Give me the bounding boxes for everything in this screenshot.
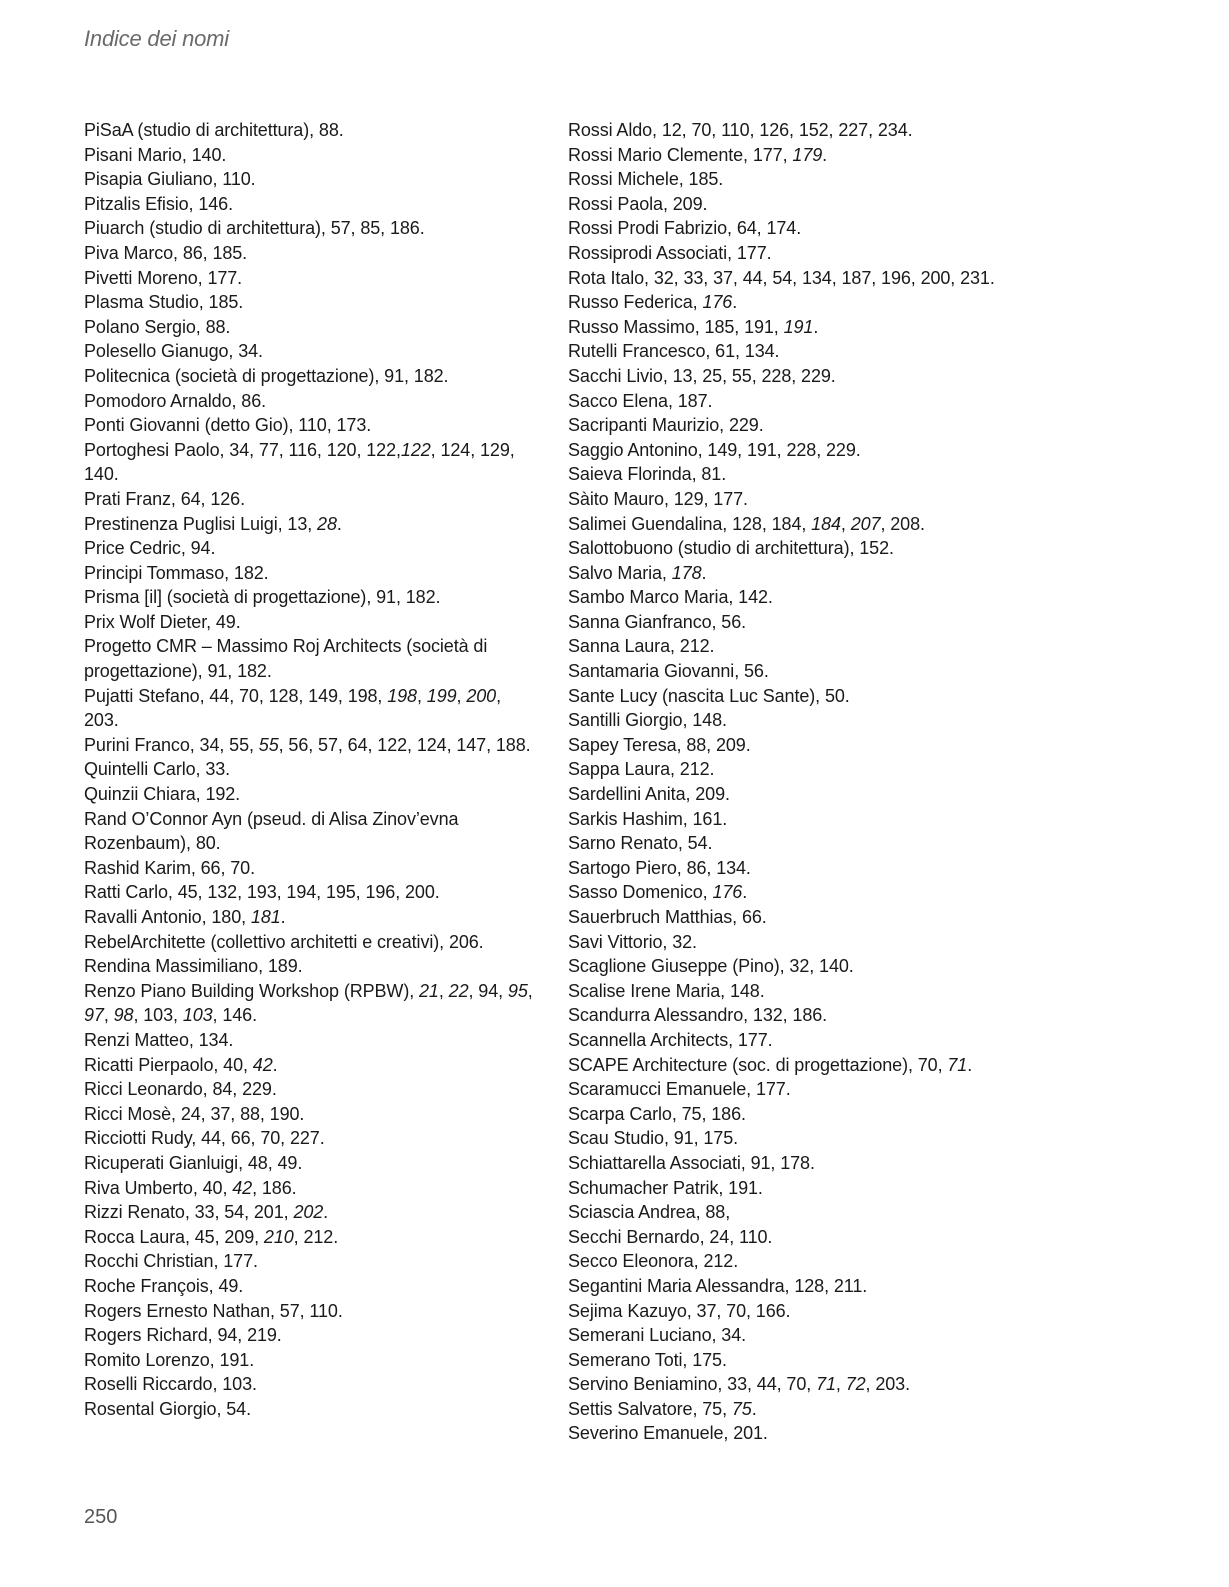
index-entry — [84, 487, 534, 512]
entry-text: , — [416, 685, 427, 706]
index-entry — [568, 1200, 1028, 1225]
index-entry — [84, 610, 534, 635]
entry-text: . — [272, 1054, 278, 1075]
entry-text: , 186. — [252, 1177, 297, 1198]
entry-text: Sarno Renato, 54. — [568, 833, 713, 854]
entry-text: Scarpa Carlo, 75, 186. — [568, 1103, 746, 1124]
entry-text: Piuarch (studio di architettura), 57, 85, 186. — [84, 218, 425, 239]
index-entry — [84, 634, 534, 683]
entry-text: Rizzi Renato, 33, 54, 201, — [84, 1202, 294, 1223]
illustration-page-ref: 95 — [507, 980, 528, 1001]
index-entry — [84, 143, 534, 168]
entry-text: SCAPE Architecture (soc. di progettazione), 70, — [568, 1054, 948, 1075]
entry-text: Russo Massimo, 185, 191, — [568, 316, 784, 337]
index-entry — [568, 1151, 1028, 1176]
entry-text: Prati Franz, 64, 126. — [84, 488, 245, 509]
index-entry — [568, 487, 1028, 512]
entry-text: Sante Lucy (nascita Luc Sante), 50. — [568, 685, 850, 706]
index-entry — [568, 512, 1028, 537]
entry-text: Rocchi Christian, 177. — [84, 1251, 258, 1272]
index-entry — [84, 438, 534, 487]
entry-text: Sarkis Hashim, 161. — [568, 808, 728, 829]
index-entry — [568, 241, 1028, 266]
entry-text: , 56, 57, 64, 122, 124, 147, 188. — [278, 734, 531, 755]
entry-text: Sartogo Piero, 86, 134. — [568, 857, 751, 878]
illustration-page-ref: 71 — [816, 1374, 836, 1395]
entry-text: . — [701, 562, 707, 583]
index-entry — [568, 634, 1028, 659]
index-entry — [84, 1053, 534, 1078]
entry-text: Sappa Laura, 212. — [568, 759, 715, 780]
index-entry — [568, 1372, 1028, 1397]
index-entry — [84, 1299, 534, 1324]
entry-text: , — [835, 1374, 846, 1395]
entry-text: , 124, 129, 140. — [84, 439, 515, 485]
entry-text: Sanna Gianfranco, 56. — [568, 611, 747, 632]
illustration-page-ref: 176 — [702, 292, 733, 313]
entry-text: Pujatti Stefano, 44, 70, 128, 149, 198, — [84, 685, 388, 706]
entry-text: , 208. — [880, 513, 925, 534]
entry-text: . — [323, 1202, 329, 1223]
entry-text: Portoghesi Paolo, 34, 77, 116, 120, 122, — [84, 439, 401, 460]
index-entry — [568, 610, 1028, 635]
entry-text: Riva Umberto, 40, — [84, 1177, 233, 1198]
index-entry — [84, 880, 534, 905]
entry-text: . — [813, 316, 819, 337]
entry-text: , 212. — [293, 1226, 339, 1247]
entry-text: Sacripanti Maurizio, 229. — [568, 415, 764, 436]
index-entry — [84, 585, 534, 610]
entry-text: Secco Eleonora, 212. — [568, 1251, 739, 1272]
index-entry — [568, 1077, 1028, 1102]
index-entry — [568, 1249, 1028, 1274]
index-entry — [568, 1225, 1028, 1250]
entry-text: Rossi Michele, 185. — [568, 169, 724, 190]
entry-text: Scannella Architects, 177. — [568, 1029, 773, 1050]
entry-text: Semerano Toti, 175. — [568, 1349, 727, 1370]
index-entry — [84, 118, 534, 143]
index-entry — [568, 364, 1028, 389]
entry-text: Rossi Prodi Fabrizio, 64, 174. — [568, 218, 802, 239]
entry-text: Scandurra Alessandro, 132, 186. — [568, 1005, 828, 1026]
index-entry — [568, 1323, 1028, 1348]
entry-text: Sacco Elena, 187. — [568, 390, 713, 411]
entry-text: Sauerbruch Matthias, 66. — [568, 907, 767, 927]
index-entry — [568, 1003, 1028, 1028]
entry-text: Settis Salvatore, 75, — [568, 1398, 732, 1419]
entry-text: . — [336, 513, 342, 534]
entry-text: Rossiprodi Associati, 177. — [568, 242, 772, 263]
entry-text: Pisani Mario, 140. — [84, 144, 227, 165]
illustration-page-ref: 42 — [252, 1054, 273, 1075]
index-entry — [84, 192, 534, 217]
illustration-page-ref: 97 — [84, 1005, 104, 1026]
index-entry — [568, 807, 1028, 832]
entry-text: Severino Emanuele, 201. — [568, 1423, 768, 1444]
index-entry — [84, 979, 534, 1028]
index-entry — [84, 1274, 534, 1299]
entry-text: Politecnica (società di progettazione), 91, 182. — [84, 365, 449, 386]
index-entry — [84, 389, 534, 414]
entry-text: Renzi Matteo, 134. — [84, 1029, 234, 1050]
entry-text: Prisma [il] (società di progettazione), 91, 182. — [84, 587, 441, 608]
illustration-page-ref: 198 — [387, 685, 417, 706]
entry-text: Schiattarella Associati, 91, 178. — [568, 1152, 815, 1173]
entry-text: Ponti Giovanni (detto Gio), 110, 173. — [84, 415, 372, 436]
index-entry — [84, 315, 534, 340]
entry-text: Ravalli Antonio, 180, — [84, 907, 251, 927]
index-entry — [84, 512, 534, 537]
illustration-page-ref: 179 — [792, 144, 823, 165]
entry-text: Sambo Marco Maria, 142. — [568, 587, 773, 608]
index-entry — [568, 733, 1028, 758]
entry-text: Salimei Guendalina, 128, 184, — [568, 513, 812, 534]
index-entry — [568, 1028, 1028, 1053]
entry-text: Rossi Paola, 209. — [568, 193, 708, 214]
index-entry — [84, 1323, 534, 1348]
running-head: Indice dei nomi — [84, 26, 229, 51]
index-entry — [84, 1225, 534, 1250]
index-entry — [568, 1274, 1028, 1299]
entry-text: . — [751, 1398, 757, 1419]
illustration-page-ref: 28 — [317, 513, 337, 534]
entry-text: Piva Marco, 86, 185. — [84, 242, 248, 263]
entry-text: Semerani Luciano, 34. — [568, 1325, 747, 1346]
entry-text: Romito Lorenzo, 191. — [84, 1349, 255, 1370]
index-entry — [84, 954, 534, 979]
index-entry — [84, 757, 534, 782]
entry-text: Ratti Carlo, 45, 132, 193, 194, 195, 196, 200. — [84, 882, 440, 903]
entry-text: Quintelli Carlo, 33. — [84, 759, 231, 780]
entry-text: Ricci Leonardo, 84, 229. — [84, 1079, 277, 1100]
index-entry — [568, 1053, 1028, 1078]
index-entry — [568, 782, 1028, 807]
entry-text: Pomodoro Arnaldo, 86. — [84, 390, 267, 411]
entry-text: Roselli Riccardo, 103. — [84, 1374, 257, 1395]
index-entry — [84, 413, 534, 438]
entry-text: , — [103, 1005, 114, 1026]
entry-text: Ricciotti Rudy, 44, 66, 70, 227. — [84, 1128, 325, 1149]
index-entry — [568, 192, 1028, 217]
entry-text: Rand O’Connor Ayn (pseud. di Alisa Zinov’evna Rozenbaum), 80. — [84, 808, 459, 854]
entry-text: Sasso Domenico, — [568, 882, 713, 903]
entry-text: Saieva Florinda, 81. — [568, 464, 727, 485]
entry-text: Rogers Ernesto Nathan, 57, 110. — [84, 1300, 343, 1321]
illustration-page-ref: 71 — [947, 1054, 968, 1075]
entry-text: Schumacher Patrik, 191. — [568, 1177, 763, 1198]
illustration-page-ref: 98 — [113, 1005, 134, 1026]
index-entry — [84, 1028, 534, 1053]
index-entry — [568, 290, 1028, 315]
entry-text: Rossi Mario Clemente, 177, — [568, 144, 793, 165]
index-entry — [568, 216, 1028, 241]
entry-text: Progetto CMR – Massimo Roj Architects (società di progettazione), 91, 182. — [84, 636, 488, 682]
entry-text: . — [742, 882, 748, 903]
index-entry — [84, 1372, 534, 1397]
index-entry — [84, 339, 534, 364]
index-entry — [568, 905, 1028, 930]
entry-text: Rutelli Francesco, 61, 134. — [568, 341, 780, 362]
entry-text: Rashid Karim, 66, 70. — [84, 857, 255, 878]
entry-text: Roche François, 49. — [84, 1275, 244, 1296]
entry-text: Russo Federica, — [568, 292, 703, 313]
entry-text: Sapey Teresa, 88, 209. — [568, 734, 751, 755]
index-entry — [568, 880, 1028, 905]
index-entry — [568, 561, 1028, 586]
entry-text: Salvo Maria, — [568, 562, 672, 583]
illustration-page-ref: 176 — [712, 882, 743, 903]
index-entry — [84, 364, 534, 389]
entry-text: Rogers Richard, 94, 219. — [84, 1325, 282, 1346]
entry-text: . — [280, 907, 286, 927]
entry-text: , 203. — [865, 1374, 910, 1395]
entry-text: Secchi Bernardo, 24, 110. — [568, 1226, 773, 1247]
index-entry — [568, 1348, 1028, 1373]
page-number: 250 — [84, 1506, 118, 1528]
index-entry — [84, 856, 534, 881]
entry-text: Pitzalis Efisio, 146. — [84, 193, 233, 214]
entry-text: Scaramucci Emanuele, 177. — [568, 1079, 791, 1100]
index-entry — [84, 561, 534, 586]
index-entry — [84, 167, 534, 192]
entry-text: , 203. — [84, 685, 501, 731]
entry-text: Pisapia Giuliano, 110. — [84, 169, 256, 190]
entry-text: Plasma Studio, 185. — [84, 292, 244, 313]
index-entry — [568, 930, 1028, 955]
entry-text: RebelArchitette (collettivo architetti e creativi), 206. — [84, 931, 484, 952]
illustration-page-ref: 122 — [400, 439, 431, 460]
illustration-page-ref: 199 — [426, 685, 457, 706]
index-entry — [84, 1176, 534, 1201]
index-entry — [568, 389, 1028, 414]
index-entry — [84, 1249, 534, 1274]
index-entry — [84, 290, 534, 315]
entry-text: Scalise Irene Maria, 148. — [568, 980, 765, 1001]
index-entry — [568, 1421, 1028, 1446]
index-entry — [568, 1299, 1028, 1324]
index-entry — [568, 1397, 1028, 1422]
index-column-right — [568, 118, 1028, 1446]
entry-text: Price Cedric, 94. — [84, 538, 216, 559]
entry-text: . — [732, 292, 738, 313]
index-entry — [568, 954, 1028, 979]
index-entry — [568, 684, 1028, 709]
illustration-page-ref: 72 — [845, 1374, 866, 1395]
entry-text: Santilli Giorgio, 148. — [568, 710, 727, 731]
entry-text: PiSaA (studio di architettura), 88. — [84, 120, 344, 140]
illustration-page-ref: 55 — [258, 734, 279, 755]
entry-text: Sanna Laura, 212. — [568, 636, 715, 657]
illustration-page-ref: 103 — [182, 1005, 213, 1026]
index-entry — [568, 979, 1028, 1004]
illustration-page-ref: 184 — [811, 513, 841, 534]
index-entry — [84, 536, 534, 561]
entry-text: Segantini Maria Alessandra, 128, 211. — [568, 1275, 868, 1296]
entry-text: , — [527, 980, 533, 1001]
illustration-page-ref: 178 — [671, 562, 702, 583]
index-entry — [568, 536, 1028, 561]
index-entry — [568, 1126, 1028, 1151]
index-entry — [84, 930, 534, 955]
entry-text: Purini Franco, 34, 55, — [84, 734, 259, 755]
index-entry — [568, 831, 1028, 856]
entry-text: Sacchi Livio, 13, 25, 55, 228, 229. — [568, 365, 836, 386]
entry-text: Scaglione Giuseppe (Pino), 32, 140. — [568, 956, 854, 977]
entry-text: . — [967, 1054, 973, 1075]
entry-text: Rossi Aldo, 12, 70, 110, 126, 152, 227, 234. — [568, 120, 913, 140]
illustration-page-ref: 21 — [419, 980, 439, 1001]
illustration-page-ref: 200 — [466, 685, 497, 706]
index-entry — [568, 413, 1028, 438]
entry-text: , — [438, 980, 449, 1001]
entry-text: Ricuperati Gianluigi, 48, 49. — [84, 1152, 303, 1173]
index-entry — [84, 1077, 534, 1102]
index-entry — [568, 167, 1028, 192]
entry-text: Pivetti Moreno, 177. — [84, 267, 243, 288]
entry-text: Sejima Kazuyo, 37, 70, 166. — [568, 1300, 791, 1321]
index-entry — [84, 684, 534, 733]
entry-text: Salottobuono (studio di architettura), 152. — [568, 538, 894, 559]
entry-text: Santamaria Giovanni, 56. — [568, 661, 769, 682]
entry-text: Polano Sergio, 88. — [84, 316, 231, 337]
index-entry — [84, 241, 534, 266]
index-entry — [568, 315, 1028, 340]
entry-text: Principi Tommaso, 182. — [84, 562, 269, 583]
index-entry — [568, 1102, 1028, 1127]
entry-text: Savi Vittorio, 32. — [568, 931, 697, 952]
index-entry — [568, 659, 1028, 684]
index-entry — [84, 782, 534, 807]
illustration-page-ref: 191 — [783, 316, 814, 337]
index-entry — [568, 708, 1028, 733]
index-entry — [84, 905, 534, 930]
illustration-page-ref: 75 — [731, 1398, 752, 1419]
entry-text: Rota Italo, 32, 33, 37, 44, 54, 134, 187, 196, 200, 231. — [568, 267, 995, 288]
entry-text: Servino Beniamino, 33, 44, 70, — [568, 1374, 817, 1395]
entry-text: Prestinenza Puglisi Luigi, 13, — [84, 513, 318, 534]
index-entry — [84, 1397, 534, 1422]
index-entry — [568, 118, 1028, 143]
index-entry — [84, 266, 534, 291]
index-entry — [84, 1348, 534, 1373]
illustration-page-ref: 207 — [850, 513, 881, 534]
entry-text: Scau Studio, 91, 175. — [568, 1128, 739, 1149]
index-entry — [568, 339, 1028, 364]
index-entry — [84, 807, 534, 856]
index-entry — [568, 585, 1028, 610]
index-entry — [84, 1102, 534, 1127]
index-entry — [84, 1200, 534, 1225]
entry-text: Quinzii Chiara, 192. — [84, 784, 241, 805]
entry-text: , 146. — [212, 1005, 257, 1026]
index-entry — [84, 733, 534, 758]
index-entry — [568, 856, 1028, 881]
index-entry — [84, 1126, 534, 1151]
entry-text: Sciascia Andrea, 88, — [568, 1202, 731, 1223]
entry-text: Rendina Massimiliano, 189. — [84, 956, 303, 977]
entry-text: Rosental Giorgio, 54. — [84, 1398, 251, 1419]
index-entry — [84, 216, 534, 241]
entry-text: Polesello Gianugo, 34. — [84, 341, 263, 362]
illustration-page-ref: 22 — [448, 980, 469, 1001]
index-entry — [568, 438, 1028, 463]
entry-text: Rocca Laura, 45, 209, — [84, 1226, 264, 1247]
illustration-page-ref: 42 — [232, 1177, 253, 1198]
entry-text: Saggio Antonino, 149, 191, 228, 229. — [568, 439, 861, 460]
entry-text: , 103, — [133, 1005, 183, 1026]
index-entry — [568, 757, 1028, 782]
index-entry — [568, 143, 1028, 168]
entry-text: Ricci Mosè, 24, 37, 88, 190. — [84, 1103, 305, 1124]
index-entry — [84, 1151, 534, 1176]
entry-text: , — [840, 513, 851, 534]
illustration-page-ref: 210 — [263, 1226, 294, 1247]
entry-text: Ricatti Pierpaolo, 40, — [84, 1054, 253, 1075]
index-entry — [568, 1176, 1028, 1201]
entry-text: Sàito Mauro, 129, 177. — [568, 488, 748, 509]
entry-text: , 94, — [468, 980, 508, 1001]
illustration-page-ref: 181 — [250, 907, 281, 927]
index-entry — [568, 462, 1028, 487]
index-column-left — [84, 118, 534, 1421]
entry-text: , — [456, 685, 467, 706]
entry-text: Prix Wolf Dieter, 49. — [84, 611, 241, 632]
entry-text: . — [822, 144, 828, 165]
illustration-page-ref: 202 — [293, 1202, 324, 1223]
entry-text: Renzo Piano Building Workshop (RPBW), — [84, 980, 420, 1001]
entry-text: Sardellini Anita, 209. — [568, 784, 730, 805]
index-entry — [568, 266, 1028, 291]
